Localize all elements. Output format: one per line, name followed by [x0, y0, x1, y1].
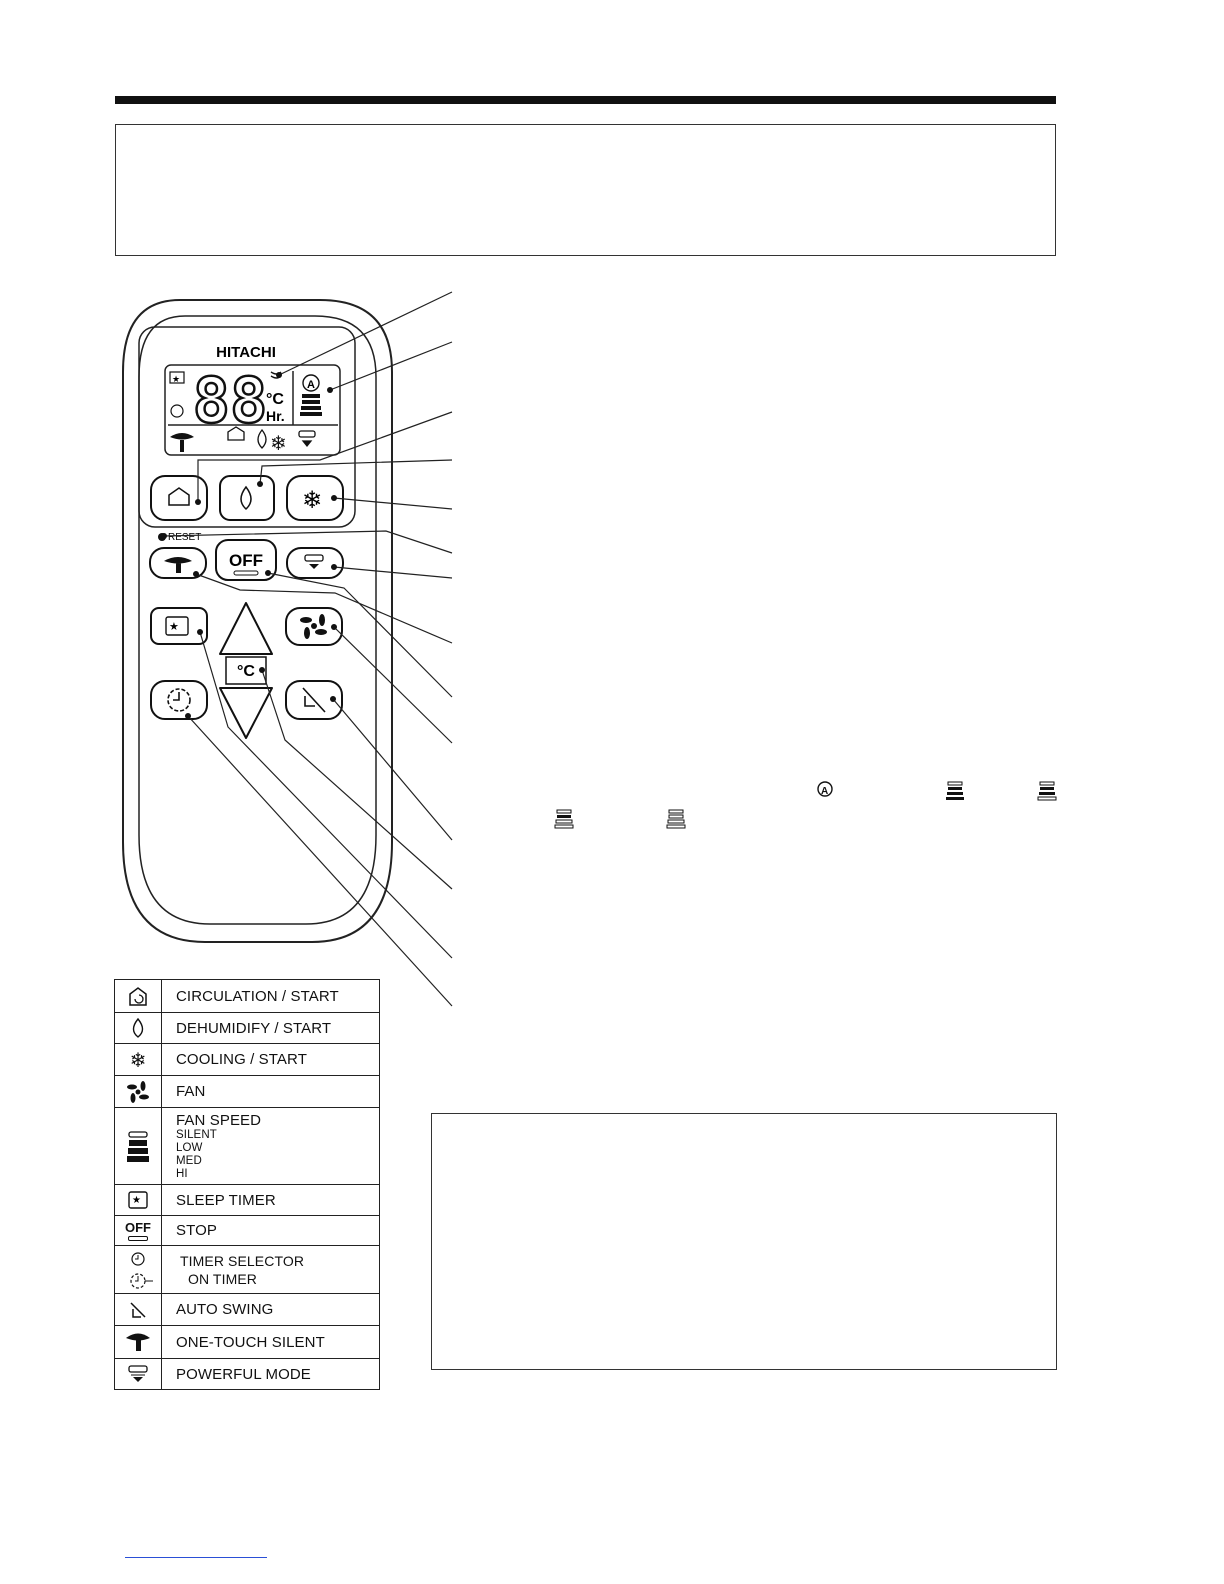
snowflake-icon: ❄ — [129, 1047, 147, 1072]
fan-speed-hi-icon — [946, 782, 964, 800]
legend-row — [115, 1294, 380, 1326]
one-touch-silent-icon — [125, 1331, 151, 1353]
lcd-silent-icon — [170, 433, 194, 452]
droplet-icon — [241, 487, 251, 509]
legend-label: SLEEP TIMER — [162, 1185, 380, 1216]
button-legend-table — [114, 979, 380, 1390]
legend-label: POWERFUL MODE — [162, 1359, 380, 1390]
off-button[interactable] — [216, 540, 276, 580]
legend-label: CIRCULATION / START — [162, 980, 380, 1013]
legend-row — [115, 1359, 380, 1390]
fan-icon — [127, 1081, 149, 1103]
legend-sublabel: ON TIMER — [188, 1270, 257, 1287]
lcd-display — [139, 327, 355, 527]
legend-label: FAN — [162, 1076, 380, 1108]
reset-hole — [158, 533, 166, 541]
circulation-icon — [127, 985, 149, 1007]
one-touch-silent-icon — [164, 557, 192, 573]
legend-label: TIMER SELECTOR — [180, 1252, 305, 1269]
brand-logo: HITACHI — [216, 344, 276, 361]
temp-down-button — [220, 688, 272, 738]
swing-icon — [127, 1299, 149, 1321]
reset-label: RESET — [168, 532, 202, 543]
lcd-unit-celsius: °C — [266, 391, 284, 408]
legend-sublabel: SILENT — [176, 1128, 217, 1141]
note-box — [431, 1113, 1057, 1370]
lcd-unit-hours: Hr. — [266, 408, 285, 424]
svg-text:❄: ❄ — [270, 431, 287, 455]
powerful-mode-icon — [305, 555, 323, 569]
fan-speed-silent-icon — [667, 810, 685, 828]
legend-row — [115, 1013, 380, 1044]
off-icon: OFF — [125, 1219, 151, 1235]
fan-icon — [300, 614, 327, 639]
fan-button[interactable] — [286, 608, 342, 645]
legend-label: ONE-TOUCH SILENT — [162, 1326, 380, 1359]
svg-text:★: ★ — [132, 1195, 141, 1206]
sleep-timer-button[interactable] — [151, 608, 207, 644]
fan-speed-med-icon — [1038, 782, 1056, 800]
legend-row — [115, 1185, 380, 1216]
droplet-icon — [128, 1017, 148, 1039]
legend-label: COOLING / START — [162, 1044, 380, 1076]
svg-text:A: A — [307, 379, 315, 391]
legend-sublabel: LOW — [176, 1141, 203, 1154]
legend-label: DEHUMIDIFY / START — [162, 1013, 380, 1044]
dehumidify-button[interactable] — [220, 476, 274, 520]
legend-label: AUTO SWING — [162, 1294, 380, 1326]
fan-speed-icon — [123, 1126, 153, 1166]
legend-row — [115, 1216, 380, 1246]
timer-selector-button[interactable] — [151, 681, 207, 719]
snowflake-icon: ❄ — [302, 486, 323, 514]
lcd-fan-speed-icon — [300, 394, 322, 416]
legend-row — [115, 1044, 380, 1076]
swing-icon — [303, 688, 325, 712]
powerful-mode-button[interactable] — [287, 548, 343, 578]
temp-up-button — [220, 603, 272, 654]
one-touch-silent-button[interactable] — [150, 548, 206, 578]
footer-link-rule — [125, 1557, 267, 1558]
temp-label: °C — [237, 663, 255, 680]
svg-text:★: ★ — [172, 375, 181, 385]
legend-row — [115, 1246, 380, 1294]
legend-row — [115, 1076, 380, 1108]
svg-text:★: ★ — [169, 620, 179, 633]
powerful-mode-icon — [127, 1364, 149, 1384]
fan-speed-low-icon — [555, 810, 573, 828]
legend-sublabel: HI — [176, 1167, 188, 1180]
svg-text:A: A — [821, 786, 829, 797]
circulation-icon — [169, 488, 189, 505]
legend-row — [115, 1108, 380, 1185]
legend-row — [115, 980, 380, 1013]
legend-row — [115, 1326, 380, 1359]
legend-sublabel: MED — [176, 1154, 202, 1167]
lcd-timer-icon — [171, 405, 183, 417]
inline-symbols — [555, 782, 1056, 828]
legend-label: STOP — [162, 1216, 380, 1246]
sleep-timer-icon — [127, 1190, 149, 1210]
legend-label: FAN SPEED — [176, 1111, 262, 1129]
temp-up-down-button[interactable] — [220, 603, 272, 738]
lcd-digits: 88 — [192, 364, 268, 437]
clock-icon — [123, 1250, 153, 1290]
off-label: OFF — [229, 551, 263, 570]
